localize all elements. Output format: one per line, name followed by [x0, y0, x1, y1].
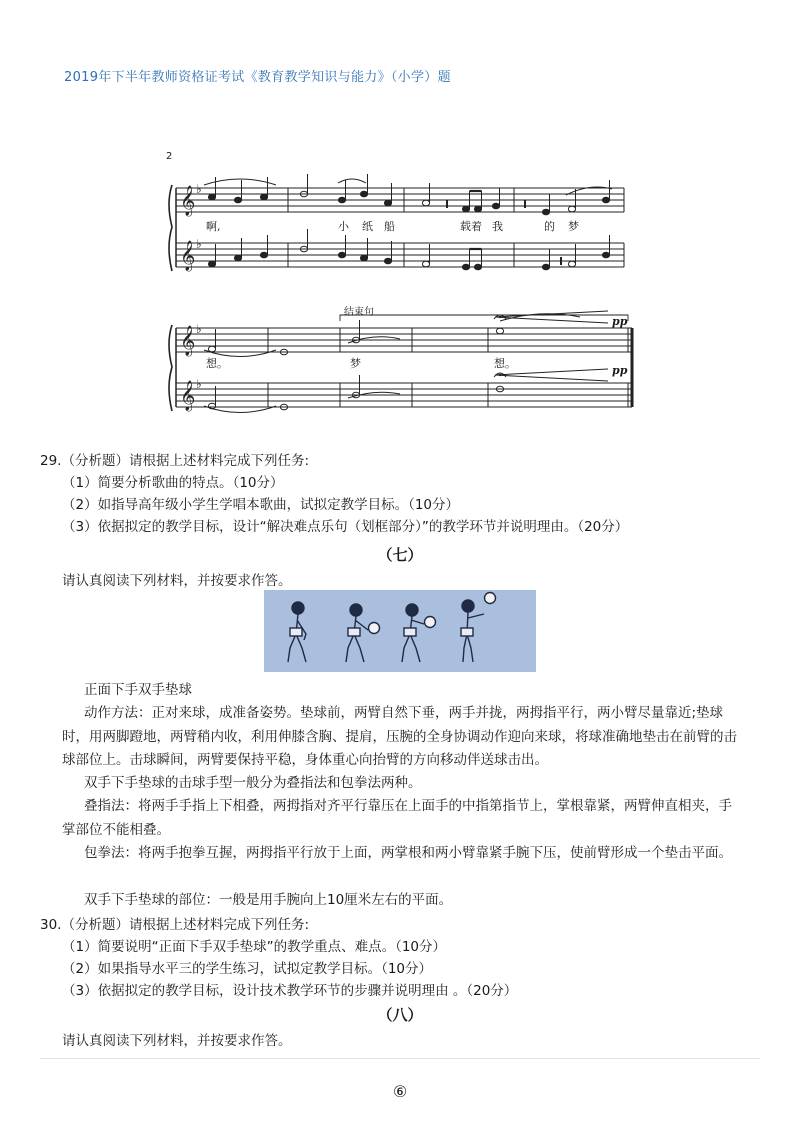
svg-text:𝄞: 𝄞	[180, 381, 196, 411]
lyric: 我	[492, 220, 503, 233]
player-figure	[288, 602, 306, 662]
music-score	[160, 143, 640, 427]
staff-1b	[176, 243, 624, 267]
q29-stem: 29.（分析题）请根据上述材料完成下列任务:	[40, 453, 310, 469]
volleyball-illustration	[264, 590, 536, 672]
svg-text:𝄞: 𝄞	[180, 326, 196, 356]
section-intro: 请认真阅读下列材料，并按要求作答。	[62, 573, 292, 589]
paragraph: 双手下手垫球的部位：一般是用手腕向上10厘米左右的平面。	[84, 892, 453, 908]
player-figure	[402, 604, 436, 662]
section-title: （八）	[377, 1006, 423, 1024]
player-figure	[461, 593, 496, 663]
lyric: 船	[384, 220, 395, 233]
svg-text:𝄞: 𝄞	[180, 186, 196, 216]
ending-label: 结束句	[344, 307, 374, 318]
footer-divider	[40, 1058, 760, 1059]
q30-task: （1）简要说明“正面下手双手垫球”的教学重点、难点。（10分）	[62, 939, 447, 955]
lyric: 载着	[460, 220, 482, 233]
volleyball-figures	[264, 590, 536, 672]
paragraph: 双手下手垫球的击球手型一般分为叠指法和包拳法两种。	[84, 775, 422, 791]
svg-text:𝄞: 𝄞	[180, 241, 196, 271]
staff-2b	[176, 383, 632, 407]
q30-task: （2）如果指导水平三的学生练习，试拟定教学目标。（10分）	[62, 961, 433, 977]
paragraph: 包拳法：将两手抱拳互握，两拇指平行放于上面，两掌根和两小臂靠紧手腕下压，使前臂形成一个垫击平面。	[84, 845, 732, 861]
document-header: 2019年下半年教师资格证考试《教育教学知识与能力》（小学）题	[64, 70, 451, 85]
dynamic-marking: pp	[612, 364, 628, 377]
q29-task: （2）如指导高年级小学生学唱本歌曲，试拟定教学目标。（10分）	[62, 497, 460, 513]
svg-text:♭: ♭	[196, 182, 202, 196]
paragraph: 动作方法：正对来球，成准备姿势。垫球前，两臂自然下垂，两手并拢，两拇指平行，两小臂尽量靠近;垫球时，用两脚蹬地，两臂稍内收，利用伸膝含胸、提肩，压腕的全身协调动作迎向来球，将球准确地垫击在前臂的击球部位上。击球瞬间，两臂要保持平稳，身体重心向抬臂的方向移动伴送球击出。	[62, 705, 737, 768]
lyric: 梦	[568, 220, 579, 233]
music-score-svg	[160, 143, 640, 423]
subsection-title: 正面下手双手垫球	[84, 682, 192, 698]
staff-2a	[176, 328, 632, 352]
q29-task: （1）简要分析歌曲的特点。（10分）	[62, 475, 284, 491]
lyric: 想。	[206, 357, 228, 370]
svg-text:♭: ♭	[196, 377, 202, 391]
lyric: 的	[544, 220, 555, 233]
lyric: 小	[338, 220, 349, 233]
lyric: 啊,	[206, 220, 221, 233]
lyric: 纸	[362, 220, 373, 233]
player-figure	[346, 604, 380, 662]
section-intro: 请认真阅读下列材料，并按要求作答。	[62, 1033, 292, 1049]
paragraph: 叠指法：将两手手指上下相叠，两拇指对齐平行靠压在上面手的中指第指节上，掌根靠紧，两臂伸直相夹，手掌部位不能相叠。	[62, 798, 732, 838]
svg-text:♭: ♭	[196, 237, 202, 251]
staff-1a	[176, 188, 624, 212]
dynamic-marking: pp	[612, 315, 628, 328]
lyric: 想。	[494, 357, 516, 370]
lyric: 梦	[350, 357, 361, 370]
q29-task: （3）依据拟定的教学目标，设计“解决难点乐句（划框部分）”的教学环节并说明理由。（20分）	[62, 519, 629, 535]
ending-bracket	[340, 315, 628, 321]
section-title: （七）	[377, 546, 423, 564]
measure-number: 2	[166, 151, 173, 162]
page-number: ⑥	[392, 1082, 408, 1101]
svg-text:♭: ♭	[196, 322, 202, 336]
q30-task: （3）依据拟定的教学目标，设计技术教学环节的步骤并说明理由 。（20分）	[62, 983, 518, 999]
q30-stem: 30.（分析题）请根据上述材料完成下列任务:	[40, 917, 310, 933]
